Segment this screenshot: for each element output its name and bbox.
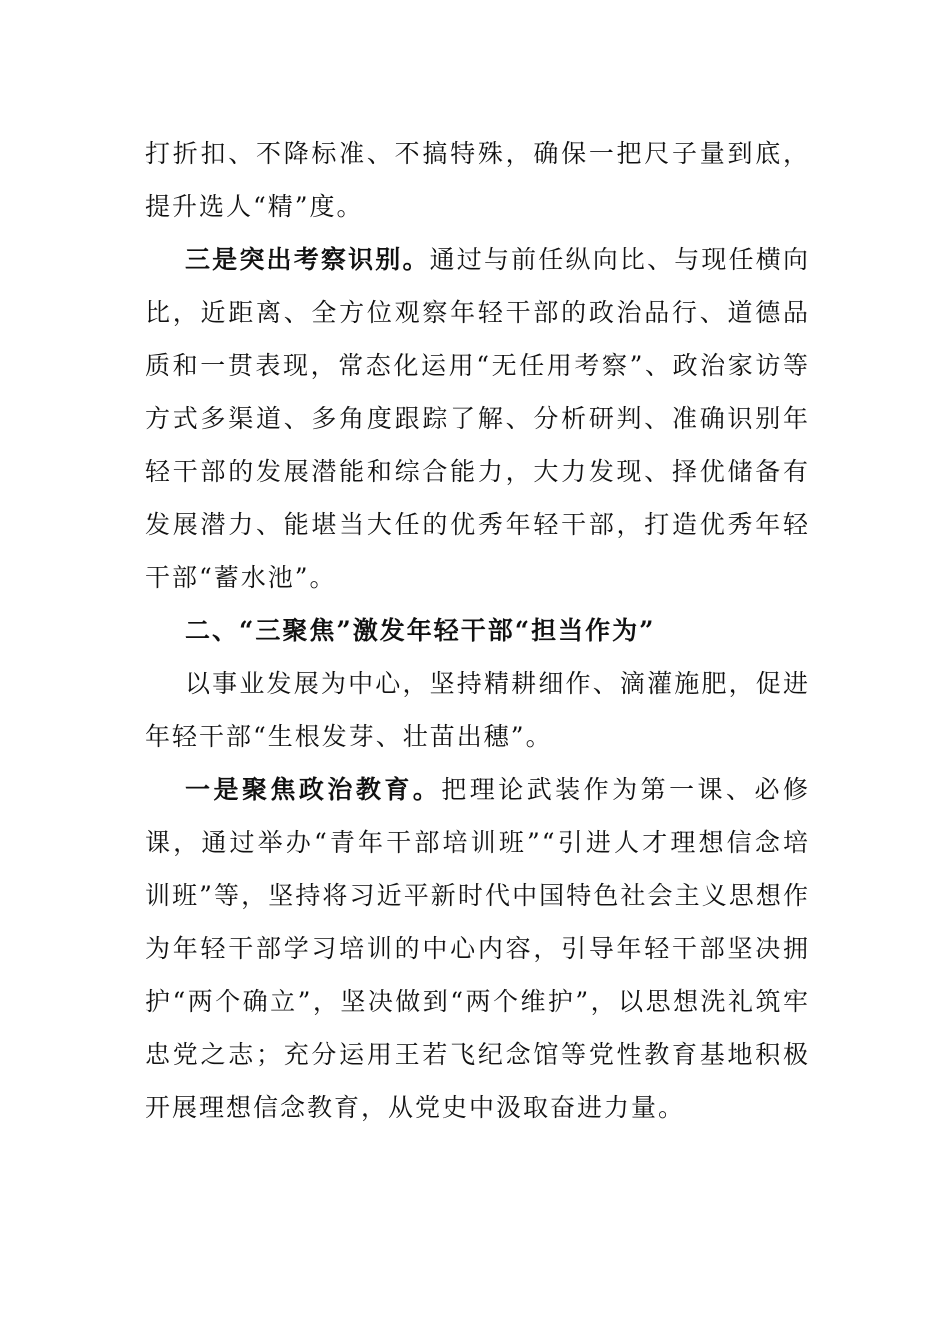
paragraph-body: 通过与前任纵向比、与现任横向比，近距离、全方位观察年轻干部的政治品行、道德品质和一贯表现，常态化运用“无任用考察”、政治家访等方式多渠道、多角度跟踪了解、分析研判、准确识别年轻干部的发展潜能和综合能力，大力发现、择优储备有发展潜力、能堪当大任的优秀年轻干部，打造优秀年轻干部“蓄水池”。 xyxy=(145,245,810,592)
paragraph-political-education xyxy=(145,763,810,1134)
paragraph-continued: 打折扣、不降标准、不搞特殊，确保一把尺子量到底，提升选人“精”度。 xyxy=(145,139,810,221)
section-heading: 二、“三聚焦”激发年轻干部“担当作为” xyxy=(185,616,656,645)
paragraph-intro: 以事业发展为中心，坚持精耕细作、滴灌施肥，促进年轻干部“生根发芽、壮苗出穗”。 xyxy=(145,669,810,751)
paragraph-inspection xyxy=(145,233,810,604)
paragraph-lead-bold: 一是聚焦政治教育。 xyxy=(185,775,442,804)
paragraph-lead-bold: 三是突出考察识别。 xyxy=(185,245,430,274)
paragraph-body: 把理论武装作为第一课、必修课，通过举办“青年干部培训班”“引进人才理想信念培训班”等，坚持将习近平新时代中国特色社会主义思想作为年轻干部学习培训的中心内容，引导年轻干部坚决拥护“两个确立”，坚决做到“两个维护”，以思想洗礼筑牢忠党之志；充分运用王若飞纪念馆等党性教育基地积极开展理想信念教育，从党史中汲取奋进力量。 xyxy=(145,775,810,1122)
document-body xyxy=(145,127,810,1134)
